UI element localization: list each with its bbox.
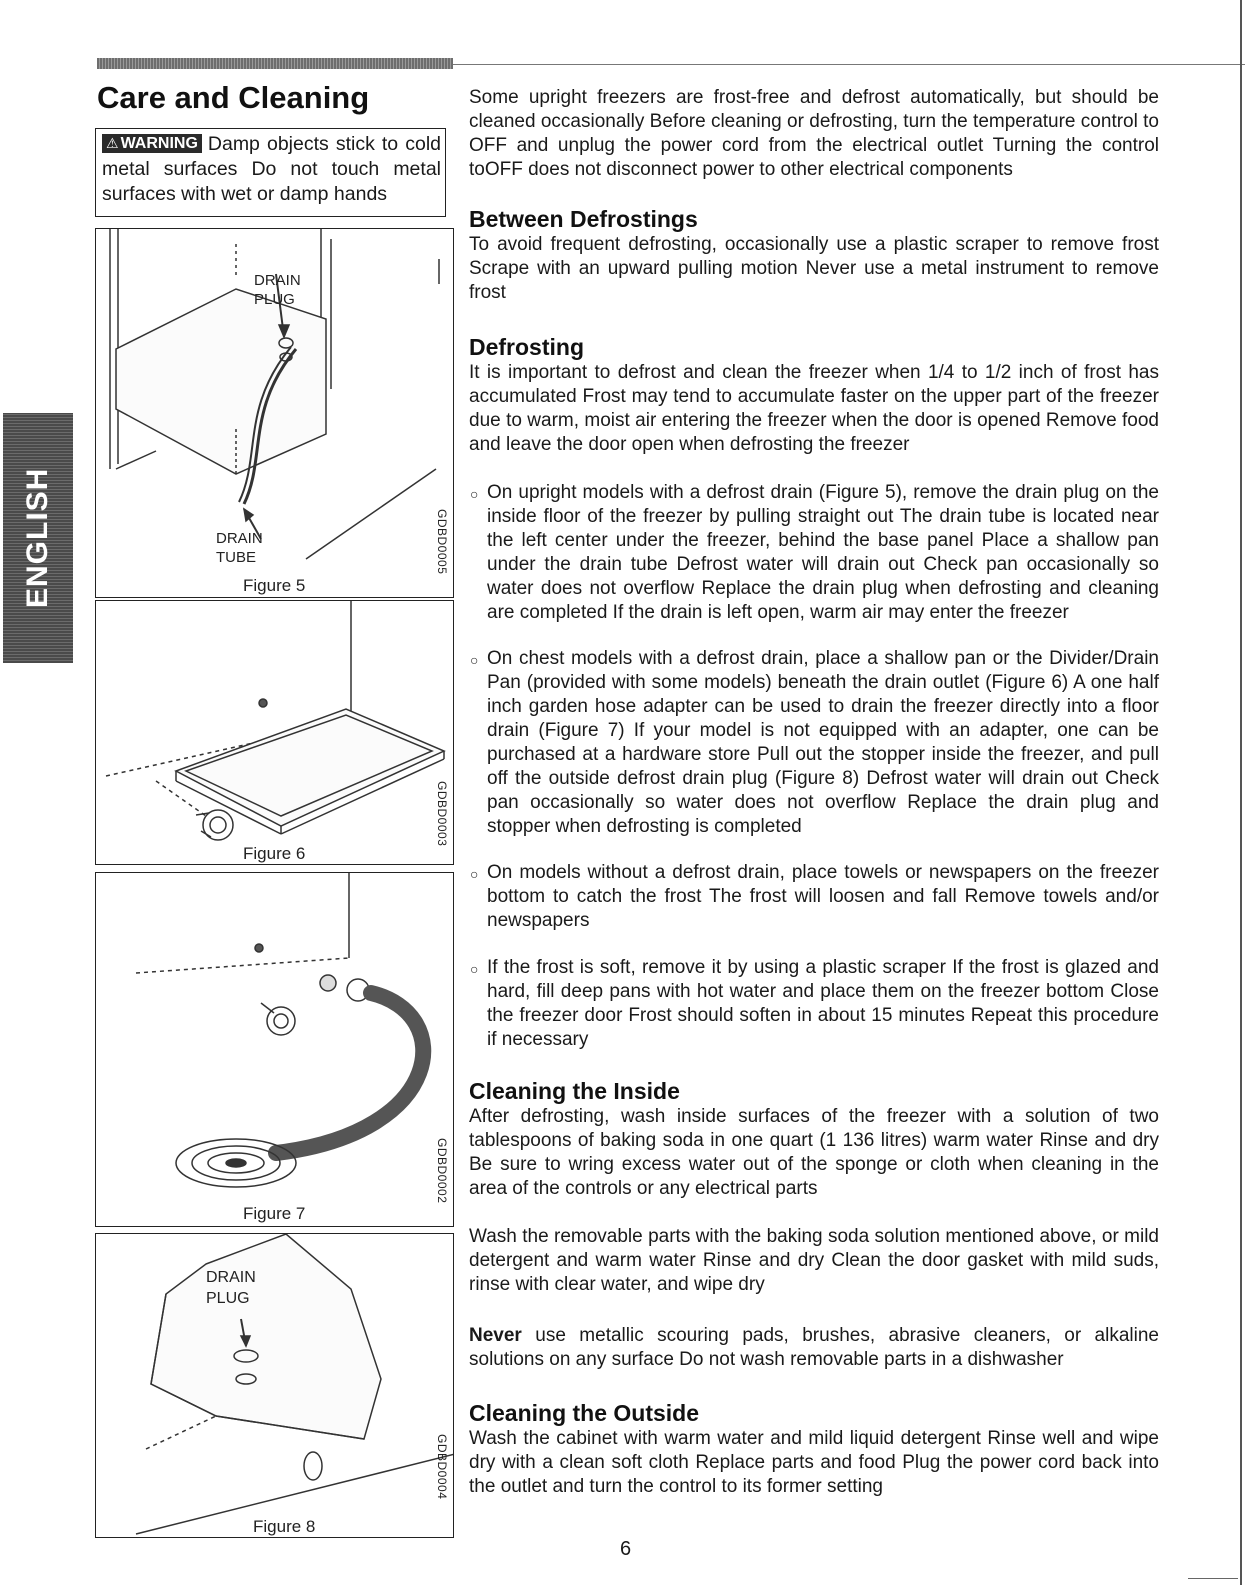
drain-label: DRAIN (206, 1269, 256, 1286)
drain-label: DRAIN (216, 530, 263, 547)
section-between-defrostings (469, 205, 1159, 305)
section-text: use metallic scouring pads, brushes, abrasive cleaners, or alkaline solutions on any surface Do not wash removable parts in a dishwasher (469, 1325, 1159, 1370)
figure-6 (95, 600, 454, 865)
section-heading: Defrosting (469, 334, 584, 360)
section-text: It is important to defrost and clean the freezer when 1/4 to 1/2 inch of frost has accumulated Frost may tend to accumulate faster on the upper part of the freezer due to warm, moist air entering the freezer when the door is opened Remove food and leave the door open when defrosting the freezer (469, 362, 1159, 455)
figure-caption: Figure 8 (253, 1517, 316, 1536)
figure-caption: Figure 7 (243, 1204, 306, 1223)
section-heading: Cleaning the Outside (469, 1400, 700, 1426)
list-item (469, 647, 1159, 839)
list-item (469, 861, 1159, 933)
page-number: 6 (620, 1538, 632, 1560)
inside-paragraph-2 (469, 1225, 1159, 1297)
footer-rule (1188, 1578, 1238, 1579)
warning-label: WARNING (120, 135, 198, 152)
list-item (469, 481, 1159, 625)
language-tab (3, 413, 73, 663)
list-item (469, 956, 1159, 1052)
figure-8 (95, 1233, 454, 1538)
language-tab-label: ENGLISH (21, 467, 54, 609)
intro-text: Some upright freezers are frost-free and defrost automatically, but should be cleaned occasionally Before cleaning or defrosting, turn the temperature control to OFF and unplug the power cord from the electrical outlet Turning the control toOFF does not disconnect power to other electrical components (469, 87, 1159, 180)
section-text: Wash the cabinet with warm water and mild liquid detergent Rinse well and wipe dry with a clean soft cloth Replace parts and food Plug the power cord back into the outlet and turn the control to its former setting (469, 1428, 1159, 1497)
plug-label: PLUG (206, 1290, 250, 1307)
inside-paragraph-3 (469, 1324, 1159, 1372)
figure-8-illustration (96, 1234, 454, 1538)
figure-7 (95, 872, 454, 1227)
bullet-icon: ○ (470, 652, 479, 668)
bullet-text: On models without a defrost drain, place towels or newspapers on the freezer bottom to catch the frost The frost will loosen and fall Remove towels and/or newspapers (487, 862, 1159, 931)
section-text: After defrosting, wash inside surfaces of the freezer with a solution of two tablespoons of baking soda in one quart (1 136 litres) warm water Rinse and dry Be sure to wring excess water out of the sponge or cloth when cleaning in the area of the controls or any electrical parts (469, 1106, 1159, 1199)
figure-caption: Figure 5 (243, 576, 306, 595)
warning-box (95, 128, 446, 217)
page-edge (1240, 0, 1242, 1585)
bullet-text: On upright models with a defrost drain (Figure 5), remove the drain plug on the inside floor of the freezer by pulling straight out The drain tube is located near the left center under the freezer, behind the base panel Place a shallow pan under the drain tube Defrost water will drain out Check pan occasionally so water does not overflow Replace the drain plug when defrosting and cleaning are completed If the drain is left open, warm air may enter the freezer (487, 482, 1159, 623)
figure-code: GDBD0002 (435, 1138, 449, 1204)
section-text: To avoid frequent defrosting, occasionally use a plastic scraper to remove frost Scrape with an upward pulling motion Never use a metal instrument to remove frost (469, 234, 1159, 303)
bullet-icon: ○ (470, 866, 479, 882)
never-emphasis: Never (469, 1325, 522, 1346)
section-heading: Cleaning the Inside (469, 1078, 680, 1104)
bullet-icon: ○ (470, 961, 479, 977)
figure-code: GDBD0004 (435, 1434, 449, 1500)
section-cleaning-inside (469, 1077, 1159, 1201)
figure-7-illustration (96, 873, 454, 1227)
section-defrosting (469, 333, 1159, 457)
plug-label: PLUG (254, 291, 295, 308)
header-rule (453, 64, 1245, 65)
page-title: Care and Cleaning (97, 80, 370, 115)
figure-5 (95, 228, 454, 598)
drain-label: DRAIN (254, 272, 301, 289)
warning-badge (102, 134, 202, 153)
bullet-text: On chest models with a defrost drain, place a shallow pan or the Divider/Drain Pan (provided with some models) beneath the drain outlet (Figure 6) A one half inch garden hose adapter can be used to drain the freezer directly into a floor drain (Figure 7) If your model is not equipped with an adapter, one can be purchased at a hardware store Pull out the stopper inside the freezer, and pull off the outside defrost drain plug (Figure 8) Defrost water will drain out Check pan occasionally so water does not overflow Replace the drain plug and stopper when defrosting is completed (487, 648, 1159, 837)
figure-caption: Figure 6 (243, 844, 306, 863)
tube-label: TUBE (216, 549, 257, 566)
intro-paragraph (469, 86, 1159, 182)
figure-code: GDBD0003 (435, 781, 449, 847)
figure-code: GDBD0005 (435, 509, 449, 575)
section-heading: Between Defrostings (469, 206, 698, 232)
section-text: Wash the removable parts with the baking soda solution mentioned above, or mild detergent and warm water Rinse and dry Clean the door gasket with mild suds, rinse with clear water, and wipe dry (469, 1226, 1159, 1295)
figure-6-illustration (96, 601, 454, 865)
bullet-icon: ○ (470, 486, 479, 502)
bullet-text: If the frost is soft, remove it by using a plastic scraper If the frost is glazed and hard, fill deep pans with hot water and place them on the freezer bottom Close the freezer door Frost should soften in about 15 minutes Repeat this procedure if necessary (487, 957, 1159, 1050)
warning-text: Damp objects stick to cold metal surfaces Do not touch metal surfaces with wet or damp hands (102, 133, 441, 205)
warning-triangle-icon: ⚠ (106, 135, 119, 151)
section-cleaning-outside (469, 1399, 1159, 1499)
header-bar (97, 58, 453, 69)
